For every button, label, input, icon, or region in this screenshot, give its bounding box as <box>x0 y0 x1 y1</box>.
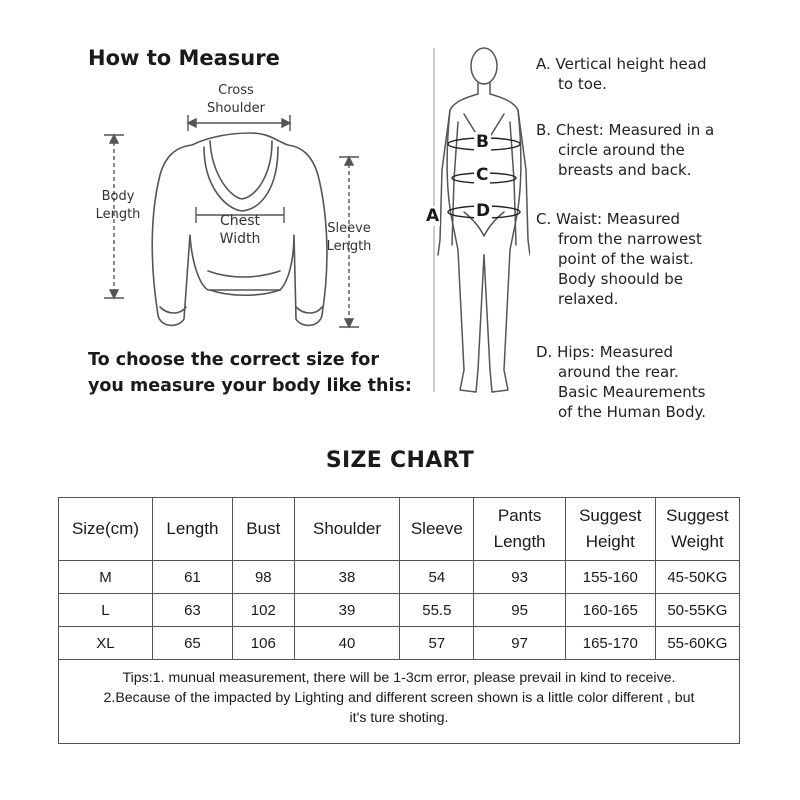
cell-length: 61 <box>152 561 232 594</box>
table-row <box>59 594 740 627</box>
cell-bust: 102 <box>232 594 294 627</box>
tips-line-2: 2.Because of the impacted by Lighting and different screen shown is a little color different , but <box>103 690 695 706</box>
measurement-b-text <box>536 120 714 180</box>
tips-line-1: Tips:1. munual measurement, there will be 1-3cm error, please prevail in kind to receive. <box>122 670 676 686</box>
header-size: Size(cm) <box>59 498 153 561</box>
cell-size: M <box>59 561 153 594</box>
measurement-b-line-2: circle around the <box>558 141 685 159</box>
measurement-a-text <box>536 54 706 94</box>
header-sleeve: Sleeve <box>400 498 474 561</box>
figure-letter-a: A <box>426 206 440 226</box>
body-length-label: Body Length <box>95 189 141 222</box>
cell-length: 63 <box>152 594 232 627</box>
measurement-b-line-1: B. Chest: Measured in a <box>536 121 715 139</box>
size-chart-table <box>58 497 740 660</box>
measurement-c-text <box>536 209 702 309</box>
cell-pants-length: 93 <box>474 561 565 594</box>
choose-line-2: you measure your body like this: <box>88 376 412 396</box>
measurement-c-line-1: C. Waist: Measured <box>536 210 681 228</box>
figure-letter-b: B <box>476 132 489 152</box>
measurement-c-line-4: Body shoould be <box>558 270 684 288</box>
cell-bust: 106 <box>232 627 294 660</box>
header-suggest-height: Suggest Height <box>565 498 655 561</box>
header-length: Length <box>152 498 232 561</box>
choose-size-instruction <box>88 347 412 399</box>
cell-pants-length: 97 <box>474 627 565 660</box>
cell-suggest-weight: 55-60KG <box>655 627 739 660</box>
header-bust: Bust <box>232 498 294 561</box>
cell-suggest-weight: 50-55KG <box>655 594 739 627</box>
cell-shoulder: 38 <box>294 561 400 594</box>
measurement-a-line-1: A. Vertical height head <box>536 55 707 73</box>
choose-line-1: To choose the correct size for <box>88 350 379 370</box>
cell-suggest-height: 160-165 <box>565 594 655 627</box>
chest-width-label: Chest Width <box>219 213 261 247</box>
header-suggest-weight: Suggest Weight <box>655 498 739 561</box>
size-chart-header-row <box>59 498 740 561</box>
measurement-a-line-2: to toe. <box>558 75 607 93</box>
tips-line-3: it's ture shoting. <box>349 710 449 726</box>
cell-shoulder: 40 <box>294 627 400 660</box>
cell-sleeve: 54 <box>400 561 474 594</box>
table-row <box>59 561 740 594</box>
cell-bust: 98 <box>232 561 294 594</box>
header-shoulder: Shoulder <box>294 498 400 561</box>
cell-pants-length: 95 <box>474 594 565 627</box>
figure-head <box>471 48 497 84</box>
measurement-d-line-3: Basic Meaurements <box>558 383 706 401</box>
measurement-d-line-1: D. Hips: Measured <box>536 343 673 361</box>
cell-suggest-height: 155-160 <box>565 561 655 594</box>
size-chart-title: SIZE CHART <box>325 448 475 473</box>
measurement-c-line-3: point of the waist. <box>558 250 694 268</box>
sleeve-length-label: Sleeve Length <box>326 221 372 254</box>
table-row <box>59 627 740 660</box>
cell-size: XL <box>59 627 153 660</box>
measurement-b-line-3: breasts and back. <box>558 161 692 179</box>
cell-suggest-weight: 45-50KG <box>655 561 739 594</box>
figure-letter-c: C <box>476 165 489 185</box>
measurement-c-line-5: relaxed. <box>558 290 619 308</box>
cell-size: L <box>59 594 153 627</box>
cell-length: 65 <box>152 627 232 660</box>
cell-suggest-height: 165-170 <box>565 627 655 660</box>
header-pants-length: Pants Length <box>474 498 565 561</box>
cross-shoulder-label: Cross Shoulder <box>207 83 265 116</box>
body-figure-diagram <box>420 40 530 420</box>
how-to-measure-title: How to Measure <box>88 46 280 70</box>
tips-box <box>58 658 740 744</box>
measurement-d-line-2: around the rear. <box>558 363 679 381</box>
cell-shoulder: 39 <box>294 594 400 627</box>
cell-sleeve: 57 <box>400 627 474 660</box>
measurement-c-line-2: from the narrowest <box>558 230 702 248</box>
cell-sleeve: 55.5 <box>400 594 474 627</box>
measurement-d-line-4: of the Human Body. <box>558 403 706 421</box>
measurement-d-text <box>536 342 706 422</box>
figure-letter-d: D <box>476 201 491 221</box>
